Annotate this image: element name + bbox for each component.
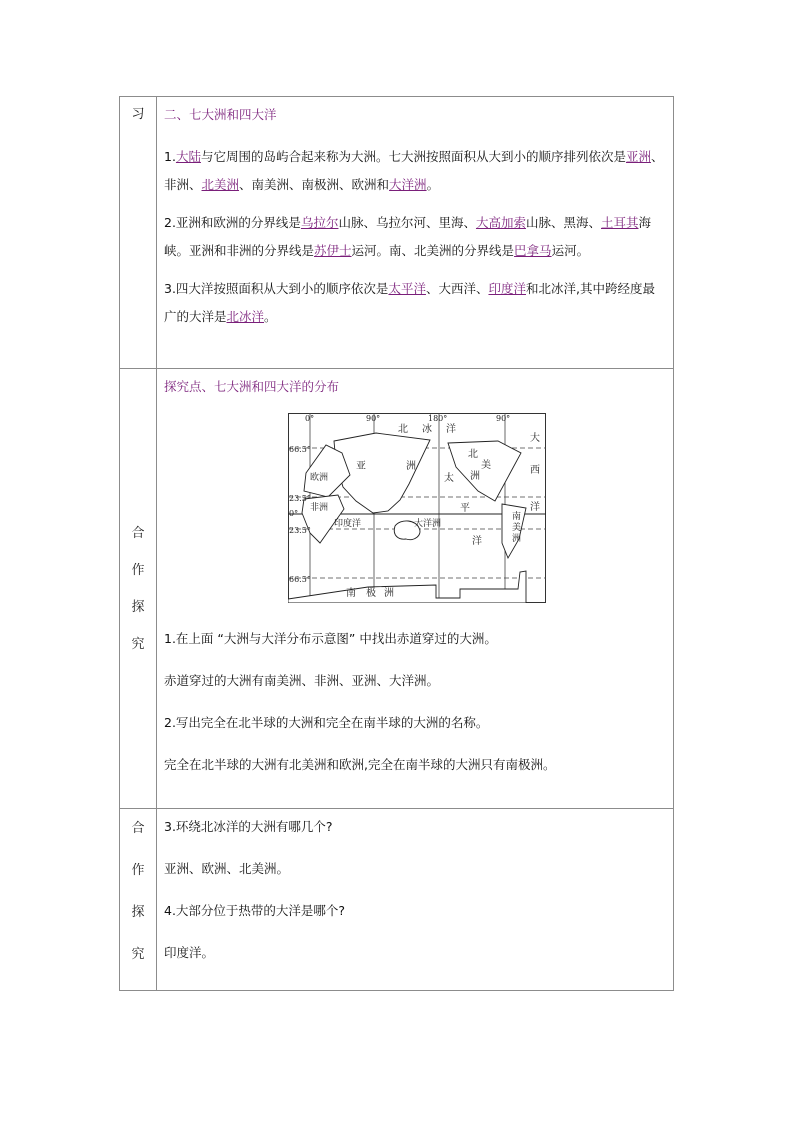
answer-blank: 土耳其: [601, 215, 639, 230]
south-america-label: 美: [512, 523, 522, 533]
question-3: 3.环绕北冰洋的大洲有哪几个?: [164, 819, 333, 834]
antarctica-label: 极: [366, 588, 376, 599]
oceania-label: 大洋洲: [414, 519, 442, 529]
lat-label: 23.5°: [289, 526, 311, 535]
lon-label: 0°: [305, 414, 315, 423]
explore-label-char: 究: [131, 636, 145, 652]
north-america-outline: [448, 441, 521, 501]
review-row: [120, 97, 674, 369]
answer-blank: 大高加索: [475, 215, 526, 230]
answer-2: 完全在北半球的大洲有北美洲和欧洲,完全在南半球的大洲只有南极洲。: [164, 757, 556, 772]
south-america-label: 南: [512, 512, 522, 522]
pacific-ocean-label: 洋: [472, 536, 482, 547]
study-table: [119, 96, 674, 991]
continent-ocean-map: [288, 413, 546, 603]
africa-label: 非洲: [310, 503, 329, 513]
pacific-ocean-label: 平: [460, 503, 470, 514]
explore-row: [120, 369, 674, 809]
question-4: 4.大部分位于热带的大洋是哪个?: [164, 903, 346, 918]
world-map-diagram: [288, 413, 546, 603]
answer-1: 赤道穿过的大洲有南美洲、非洲、亚洲、大洋洲。: [164, 673, 440, 688]
explore-label-cell: [120, 369, 157, 809]
antarctica-label: 南: [346, 588, 356, 599]
lon-label: 90°: [366, 414, 381, 423]
review-label: 习: [131, 107, 145, 122]
atlantic-ocean-label: 西: [530, 465, 540, 476]
paragraph-oceans: 3.四大洋按照面积从大到小的顺序依次是太平洋、大西洋、印度洋和北冰洋,其中跨经度最广的大洋是北冰洋。: [164, 281, 655, 324]
arctic-ocean-label: 北: [398, 424, 408, 435]
explore-label-char: 探: [131, 905, 145, 920]
answer-blank: 北冰洋: [226, 309, 265, 324]
north-america-label: 洲: [470, 471, 480, 482]
answer-blank: 乌拉尔: [300, 215, 339, 230]
antarctica-label: 洲: [384, 588, 394, 599]
section-heading-continents-oceans: 二、七大洲和四大洋: [164, 107, 277, 122]
explore-label-char: 合: [131, 525, 145, 541]
answer-blank: 苏伊士: [314, 243, 352, 258]
answer-blank: 大洋洲: [389, 177, 427, 192]
south-america-label: 洲: [512, 534, 522, 544]
europe-label: 欧洲: [310, 473, 329, 483]
question-1: 1.在上面 “大洲与大洋分布示意图” 中找出赤道穿过的大洲。: [164, 631, 497, 646]
explore-row-2: [120, 809, 674, 991]
lat-label: 0°: [289, 509, 299, 518]
paragraph-continents: 1.大陆与它周围的岛屿合起来称为大洲。七大洲按照面积从大到小的顺序排列依次是亚洲、非洲、北美洲、南美洲、南极洲、欧洲和大洋洲。: [164, 149, 664, 192]
paragraph-boundaries: 2.亚洲和欧洲的分界线是乌拉尔山脉、乌拉尔河、里海、大高加索山脉、黑海、土耳其海峡。亚洲和非洲的分界线是苏伊士运河。南、北美洲的分界线是巴拿马运河。: [164, 215, 652, 258]
arctic-ocean-label: 洋: [446, 424, 456, 435]
north-america-label: 北: [468, 449, 478, 460]
answer-blank: 巴拿马: [514, 243, 552, 258]
explore-heading: 探究点、七大洲和四大洋的分布: [164, 379, 340, 394]
explore-content-cell: [157, 369, 674, 809]
answer-blank: 亚洲: [625, 149, 651, 164]
asia-label: 洲: [406, 461, 416, 472]
explore-content-cell-2: [157, 809, 674, 991]
indian-ocean-label: 印度洋: [334, 519, 362, 529]
review-content-cell: [157, 97, 674, 369]
answer-blank: 北美洲: [201, 177, 240, 192]
north-america-label: 美: [481, 460, 491, 471]
review-label-cell: [120, 97, 157, 369]
answer-blank: 太平洋: [388, 281, 426, 296]
question-2: 2.写出完全在北半球的大洲和完全在南半球的大洲的名称。: [164, 715, 489, 730]
lat-label: 66.5°: [289, 575, 311, 584]
explore-label-char: 探: [131, 599, 145, 615]
answer-blank: 大陆: [175, 149, 201, 164]
answer-4: 印度洋。: [164, 945, 215, 960]
arctic-ocean-label: 冰: [422, 424, 432, 435]
answer-blank: 印度洋: [488, 281, 526, 296]
asia-label: 亚: [356, 461, 366, 472]
lon-label: 90°: [496, 414, 511, 423]
explore-label-char: 合: [131, 821, 145, 836]
lat-label: 66.5°: [289, 445, 311, 454]
pacific-ocean-label: 太: [444, 473, 454, 484]
answer-3: 亚洲、欧洲、北美洲。: [164, 861, 290, 876]
lat-label: 23.5°: [289, 494, 311, 503]
atlantic-ocean-label: 洋: [530, 502, 540, 513]
atlantic-ocean-label: 大: [530, 433, 540, 444]
explore-label-char: 究: [131, 947, 145, 962]
explore-label-char: 作: [131, 562, 145, 578]
explore-label-char: 作: [131, 863, 145, 878]
antarctica-outline: [288, 571, 526, 603]
lon-label: 180°: [428, 414, 448, 423]
explore-label-cell-2: [120, 809, 157, 991]
